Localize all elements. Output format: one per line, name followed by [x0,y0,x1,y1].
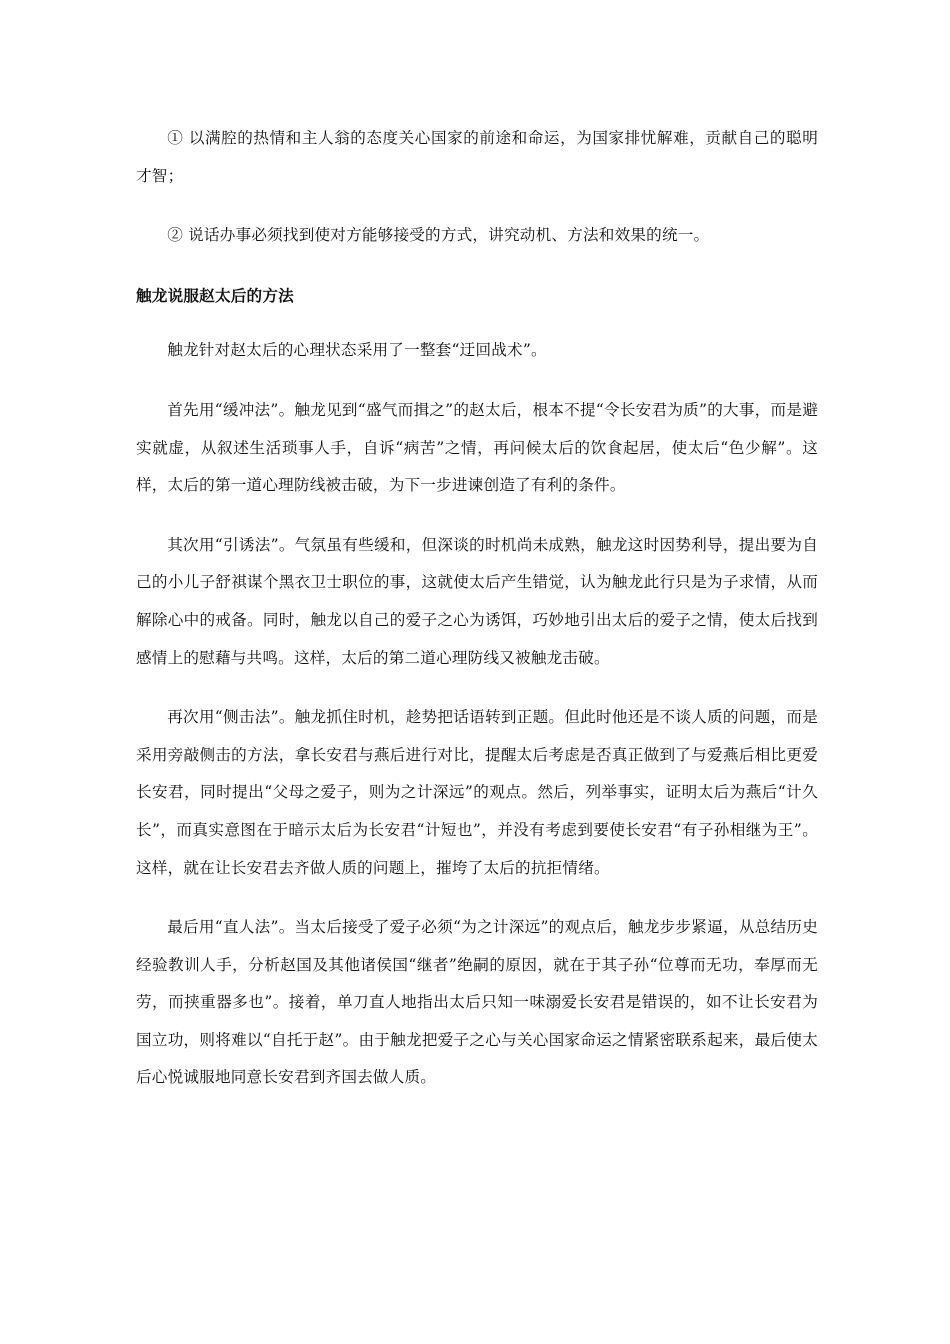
paragraph-lure-method: 其次用“引诱法”。气氛虽有些缓和，但深谈的时机尚未成熟，触龙这时因势利导，提出要为自己的小儿子舒祺谋个黑衣卫士职位的事，这就使太后产生错觉，认为触龙此行只是为子求情，从而解除心中的戒备。同时，触龙以自己的爱子之心为诱饵，巧妙地引出太后的爱子之情，使太后找到感情上的慰藉与共鸣。这样，太后的第二道心理防线又被触龙击破。 [136,535,818,667]
document-body [136,120,818,1097]
paragraph-point-2: ② 说话办事必须找到使对方能够接受的方式，讲究动机、方法和效果的统一。 [167,226,710,245]
paragraph-buffer-method: 首先用“缓冲法”。触龙见到“盛气而揖之”的赵太后，根本不提“令长安君为质”的大事，而是避实就虚，从叙述生活琐事人手，自诉“病苦”之情，再问候太后的饮食起居，使太后“色少解”。这样，太后的第一道心理防线被击破，为下一步进谏创造了有利的条件。 [136,400,818,495]
section-heading: 触龙说服赵太后的方法 [136,285,294,305]
paragraph-side-attack-method: 再次用“侧击法”。触龙抓住时机，趁势把话语转到正题。但此时他还是不谈人质的问题，而是采用旁敲侧击的方法，拿长安君与燕后进行对比，提醒太后考虑是否真正做到了与爱燕后相比更爱长安君，同时提出“父母之爱子，则为之计深远”的观点。然后，列举事实，证明太后为燕后“计久长”，而真实意图在于暗示太后为长安君“计短也”，并没有考虑到要使长安君“有子孙相继为王”。这样，就在让长安君去齐做人质的问题上，摧垮了太后的抗拒情绪。 [136,708,818,877]
paragraph-point-1: ① 以满腔的热情和主人翁的态度关心国家的前途和命运，为国家排忧解难，贡献自己的聪明才智； [136,129,818,185]
paragraph-intro: 触龙针对赵太后的心理状态采用了一整套“迂回战术”。 [167,341,547,360]
paragraph-direct-method: 最后用“直人法”。当太后接受了爱子必须“为之计深远”的观点后，触龙步步紧逼，从总结历史经验教训人手，分析赵国及其他诸侯国“继者”绝嗣的原因，就在于其子孙“位尊而无功，奉厚而无劳，而挟重器多也”。接着，单刀直人地指出太后只知一味溺爱长安君是错误的，如不让长安君为国立功，则将难以“自托于赵”。由于触龙把爱子之心与关心国家命运之情紧密联系起来，最后使太后心悦诚服地同意长安君到齐国去做人质。 [136,918,818,1087]
